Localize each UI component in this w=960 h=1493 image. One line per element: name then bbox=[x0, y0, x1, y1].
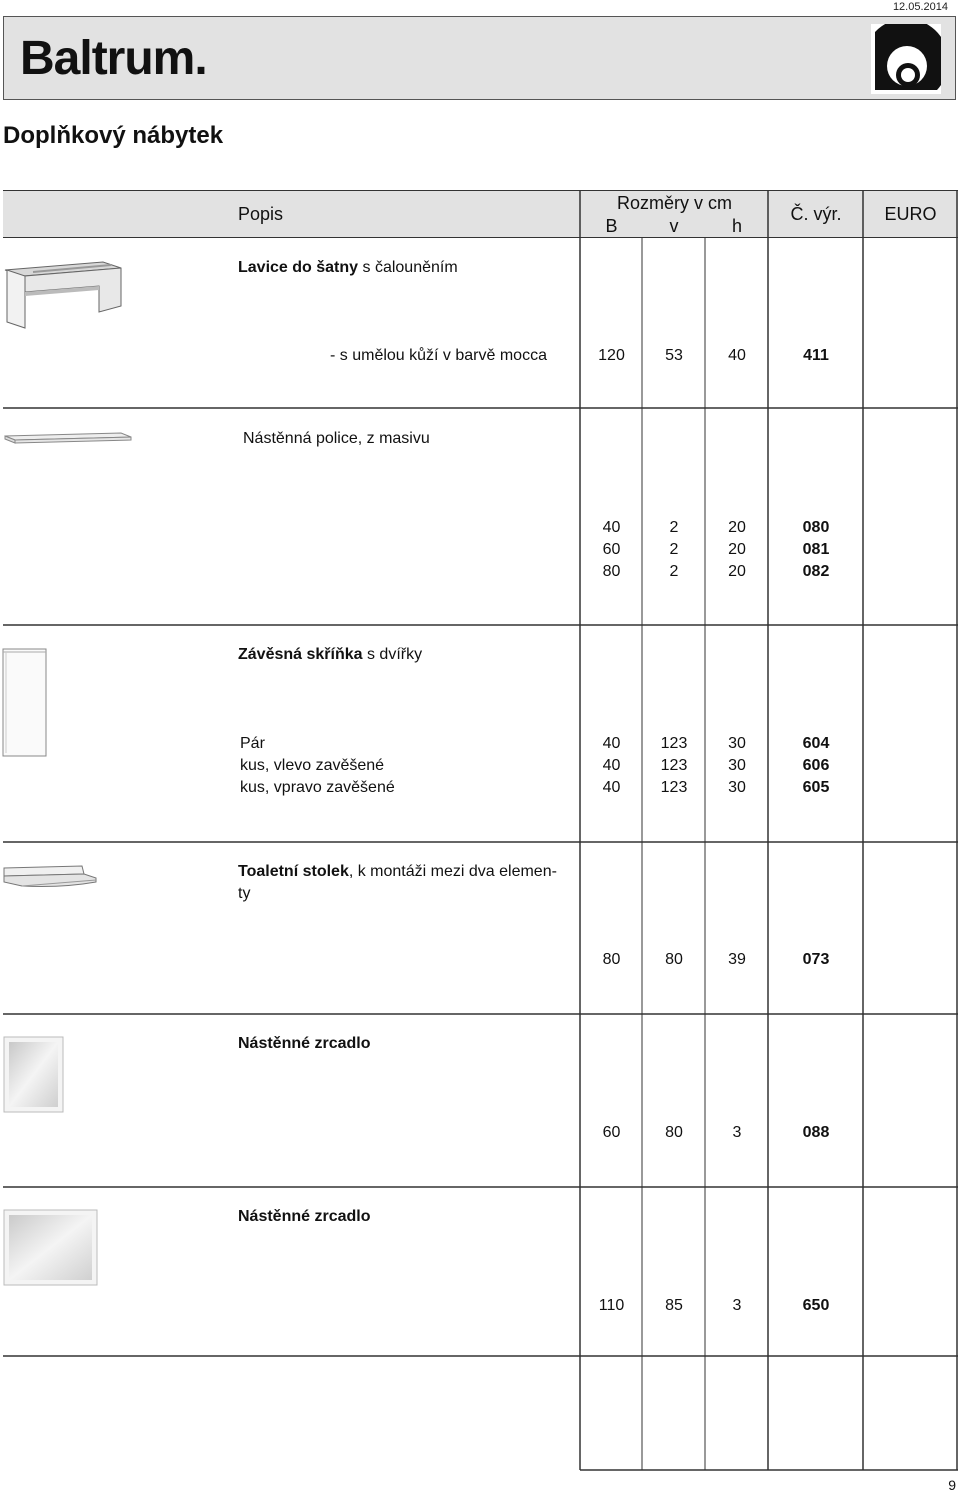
cell-h: 40 bbox=[728, 347, 746, 364]
cell-v: 85 bbox=[665, 1297, 683, 1314]
row-label: kus, vlevo zavěšené bbox=[240, 757, 385, 774]
brand-title: Baltrum. bbox=[20, 32, 207, 85]
cell-b: 80 bbox=[602, 951, 621, 968]
cell-number: 605 bbox=[802, 779, 830, 796]
cell-b: 120 bbox=[598, 347, 625, 364]
mirror-thumbnail-icon bbox=[3, 1036, 65, 1114]
product-title: Lavice do šatny s čalouněním bbox=[238, 259, 458, 276]
cell-v: 123 bbox=[660, 779, 688, 796]
cell-v: 2 bbox=[669, 563, 679, 580]
cabinet-thumbnail-icon bbox=[2, 648, 48, 758]
row-label: - s umělou kůží v barvě mocca bbox=[330, 347, 547, 364]
column-header-popis: Popis bbox=[238, 204, 284, 224]
cell-number: 606 bbox=[802, 757, 830, 774]
shelf-thumbnail-icon bbox=[3, 430, 133, 446]
cell-h: 39 bbox=[728, 951, 746, 968]
cell-b: 60 bbox=[602, 1124, 621, 1141]
cell-v: 80 bbox=[665, 1124, 683, 1141]
cell-h: 30 bbox=[728, 735, 746, 752]
cell-b: 80 bbox=[602, 563, 621, 580]
cell-number: 604 bbox=[802, 735, 830, 752]
page-number: 9 bbox=[948, 1477, 956, 1493]
column-header-cislo: Č. výr. bbox=[790, 204, 842, 224]
product-title: Nástěnné zrcadlo bbox=[238, 1035, 371, 1052]
cell-v: 123 bbox=[660, 735, 688, 752]
product-title: Nástěnná police, z masivu bbox=[243, 430, 430, 447]
cell-b: 40 bbox=[602, 735, 621, 752]
cell-v: 2 bbox=[669, 541, 679, 558]
brand-logo-icon bbox=[871, 24, 941, 94]
row-label: Pár bbox=[240, 735, 265, 752]
column-header-v: v bbox=[669, 216, 679, 236]
product-title: Závěsná skříňka s dvířky bbox=[238, 646, 423, 663]
cell-h: 30 bbox=[728, 779, 746, 796]
cell-h: 20 bbox=[728, 563, 746, 580]
cell-h: 30 bbox=[728, 757, 746, 774]
product-title: Toaletní stolek, k montáži mezi dva elemen- bbox=[238, 863, 557, 880]
title-band bbox=[3, 16, 956, 100]
product-title: Nástěnné zrcadlo bbox=[238, 1208, 371, 1225]
column-header-b: B bbox=[605, 216, 618, 236]
cell-number: 088 bbox=[802, 1124, 830, 1141]
cell-number: 411 bbox=[803, 347, 829, 364]
cell-v: 80 bbox=[665, 951, 683, 968]
row-label: kus, vpravo zavěšené bbox=[240, 779, 395, 796]
column-header-euro: EURO bbox=[884, 204, 937, 224]
cell-number: 081 bbox=[802, 541, 830, 558]
cell-h: 3 bbox=[732, 1124, 742, 1141]
cell-b: 40 bbox=[602, 779, 621, 796]
column-header-rozmery: Rozměry v cm bbox=[616, 193, 732, 213]
mirror-wide-thumbnail-icon bbox=[3, 1209, 99, 1287]
dressing-table-thumbnail-icon bbox=[2, 864, 98, 890]
product-title-continued: ty bbox=[238, 885, 251, 902]
cell-b: 40 bbox=[602, 519, 621, 536]
section-title: Doplňkový nábytek bbox=[3, 122, 224, 149]
cell-h: 20 bbox=[728, 519, 746, 536]
cell-v: 2 bbox=[669, 519, 679, 536]
cell-h: 3 bbox=[732, 1297, 742, 1314]
bench-thumbnail-icon bbox=[3, 258, 125, 330]
cell-b: 110 bbox=[598, 1297, 625, 1314]
cell-v: 53 bbox=[665, 347, 683, 364]
cell-number: 650 bbox=[802, 1297, 830, 1314]
cell-number: 082 bbox=[802, 563, 830, 580]
cell-h: 20 bbox=[728, 541, 746, 558]
cell-b: 60 bbox=[602, 541, 621, 558]
cell-b: 40 bbox=[602, 757, 621, 774]
column-header-h: h bbox=[731, 216, 742, 236]
cell-number: 080 bbox=[802, 519, 830, 536]
document-date: 12.05.2014 bbox=[892, 1, 948, 13]
cell-number: 073 bbox=[802, 951, 830, 968]
cell-v: 123 bbox=[660, 757, 688, 774]
